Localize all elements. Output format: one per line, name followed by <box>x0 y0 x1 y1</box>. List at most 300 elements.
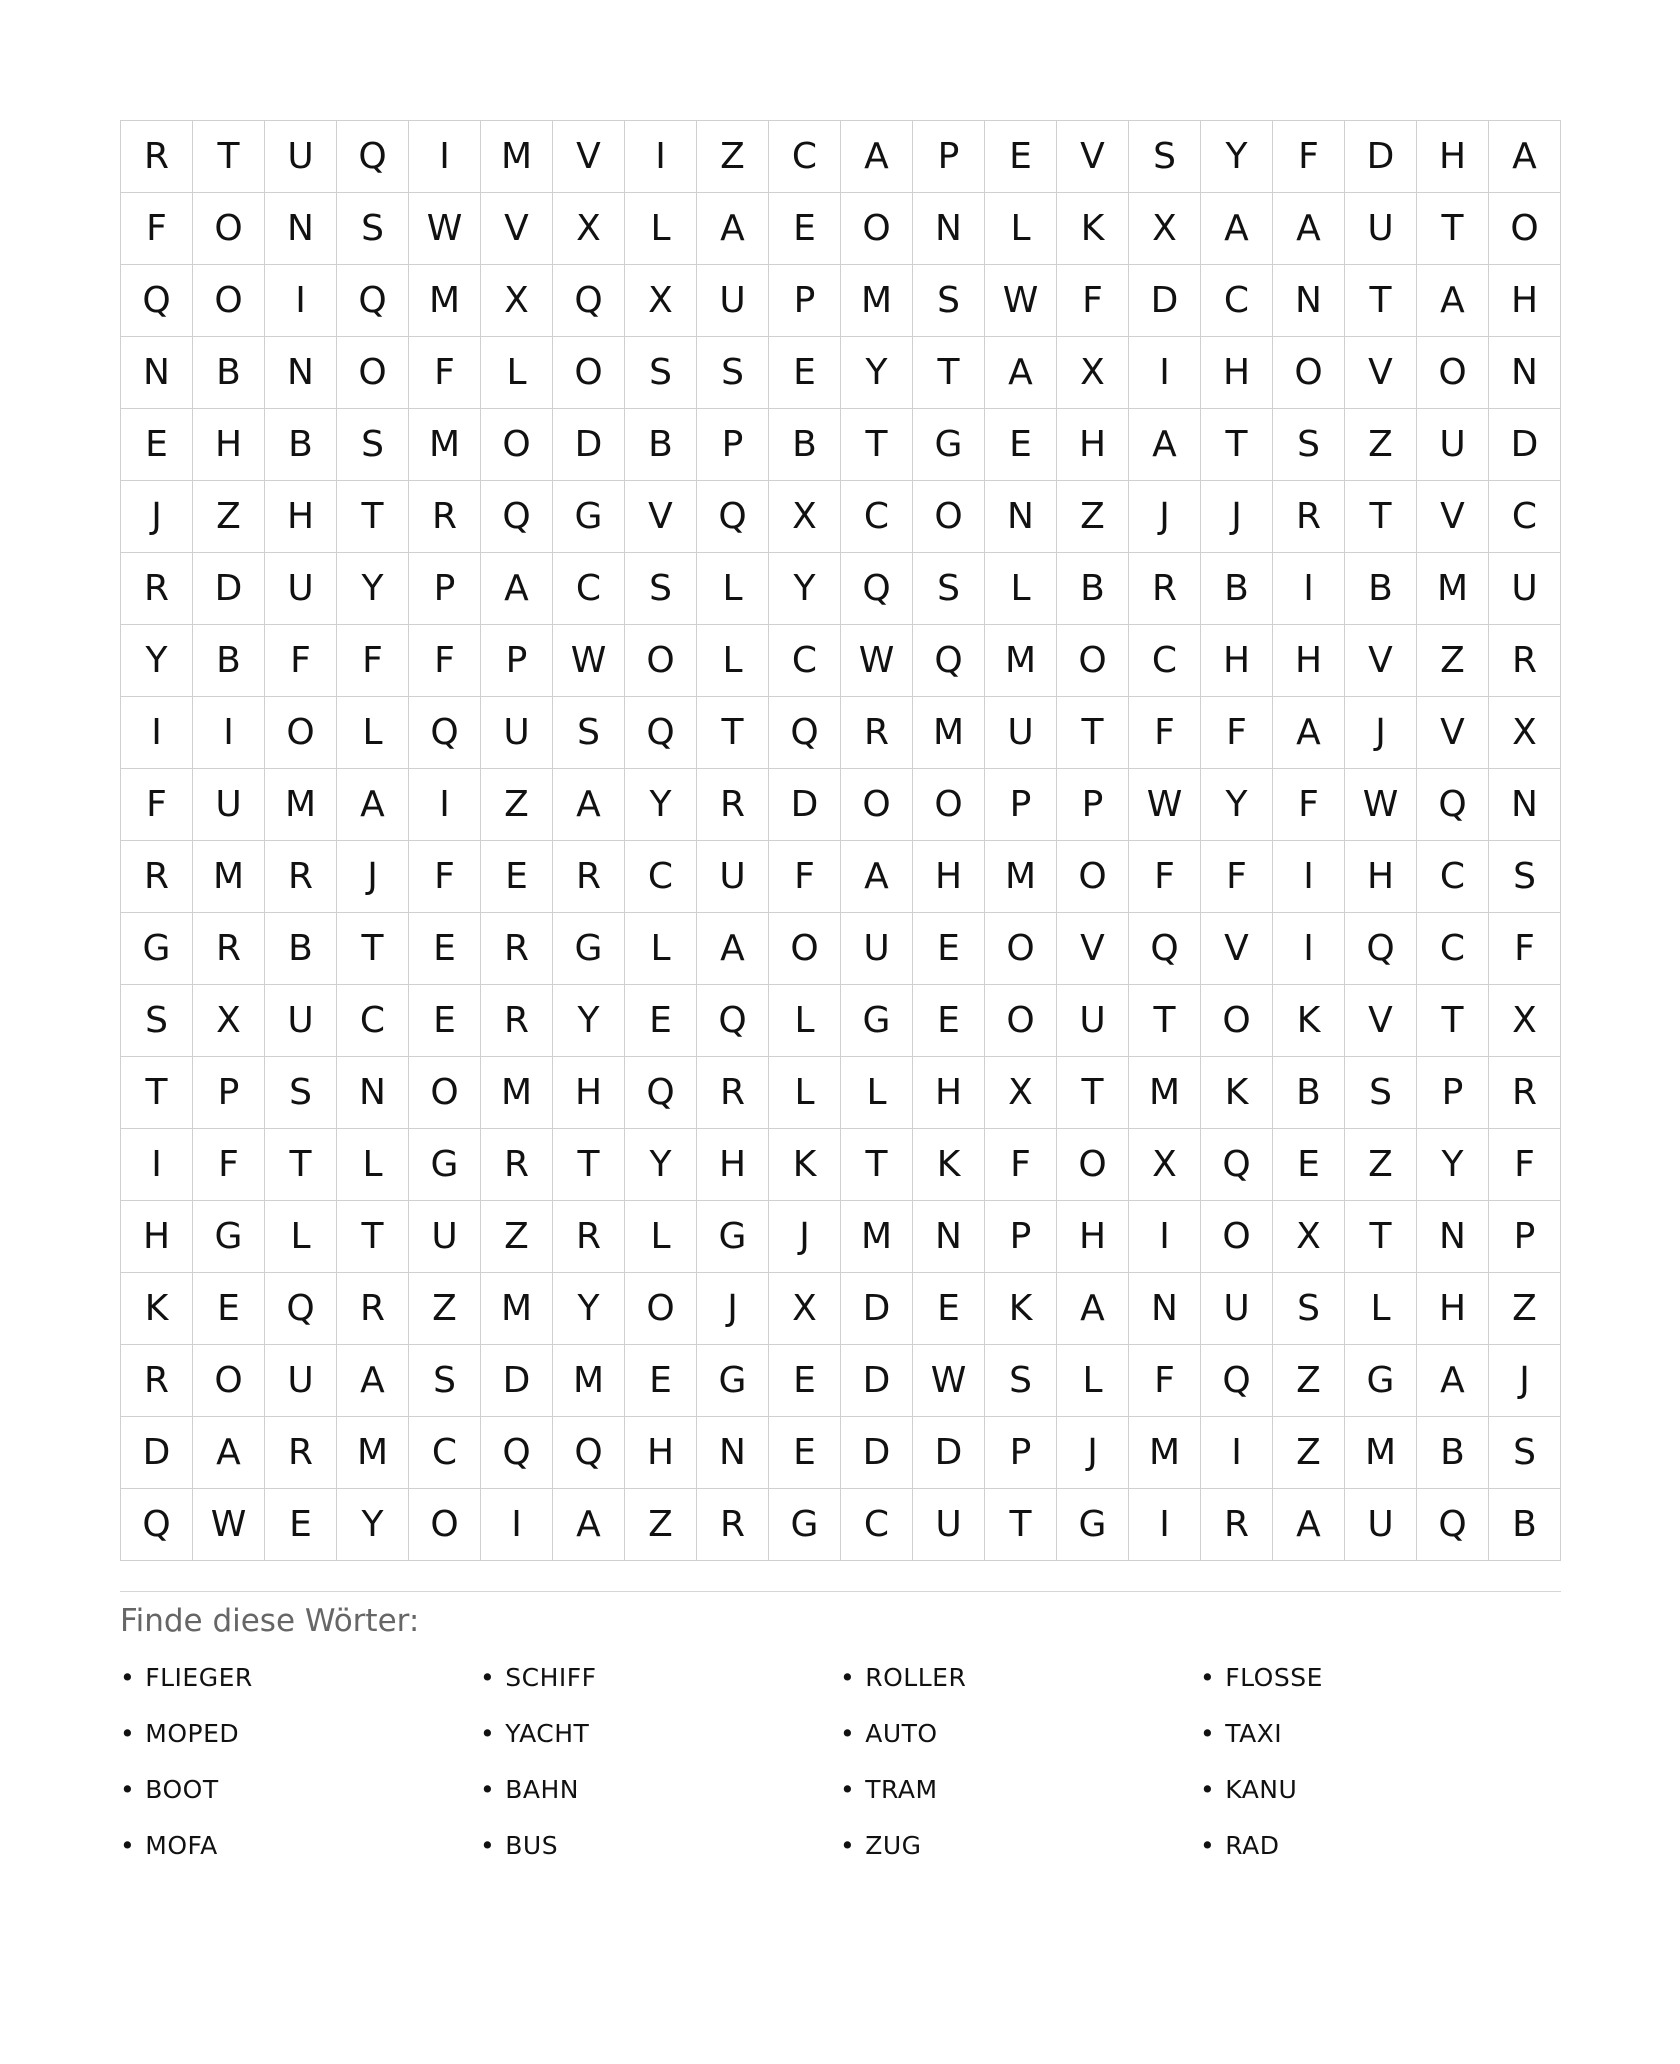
grid-cell[interactable]: Y <box>553 1273 625 1345</box>
grid-cell[interactable]: X <box>1129 193 1201 265</box>
grid-cell[interactable]: Z <box>481 1201 553 1273</box>
grid-cell[interactable]: D <box>841 1273 913 1345</box>
grid-cell[interactable]: Q <box>697 985 769 1057</box>
grid-cell[interactable]: M <box>1129 1057 1201 1129</box>
grid-cell[interactable]: S <box>985 1345 1057 1417</box>
grid-cell[interactable]: R <box>841 697 913 769</box>
grid-cell[interactable]: E <box>409 985 481 1057</box>
grid-cell[interactable]: M <box>1417 553 1489 625</box>
grid-cell[interactable]: V <box>1201 913 1273 985</box>
grid-cell[interactable]: F <box>337 625 409 697</box>
grid-cell[interactable]: Q <box>121 1489 193 1561</box>
grid-cell[interactable]: V <box>1345 337 1417 409</box>
grid-cell[interactable]: E <box>913 913 985 985</box>
grid-cell[interactable]: H <box>697 1129 769 1201</box>
grid-cell[interactable]: F <box>193 1129 265 1201</box>
grid-cell[interactable]: Q <box>553 1417 625 1489</box>
grid-cell[interactable]: R <box>697 769 769 841</box>
grid-cell[interactable]: A <box>1417 265 1489 337</box>
grid-cell[interactable]: P <box>1417 1057 1489 1129</box>
grid-cell[interactable]: R <box>553 1201 625 1273</box>
grid-cell[interactable]: O <box>985 985 1057 1057</box>
grid-cell[interactable]: R <box>553 841 625 913</box>
grid-cell[interactable]: Y <box>769 553 841 625</box>
grid-cell[interactable]: F <box>121 769 193 841</box>
grid-cell[interactable]: G <box>553 913 625 985</box>
grid-cell[interactable]: F <box>1273 769 1345 841</box>
grid-cell[interactable]: B <box>1345 553 1417 625</box>
grid-cell[interactable]: T <box>1201 409 1273 481</box>
grid-cell[interactable]: E <box>913 1273 985 1345</box>
grid-cell[interactable]: A <box>841 841 913 913</box>
grid-cell[interactable]: J <box>697 1273 769 1345</box>
grid-cell[interactable]: C <box>841 481 913 553</box>
grid-cell[interactable]: W <box>1345 769 1417 841</box>
grid-cell[interactable]: X <box>553 193 625 265</box>
grid-cell[interactable]: R <box>481 913 553 985</box>
grid-cell[interactable]: S <box>553 697 625 769</box>
grid-cell[interactable]: A <box>1273 193 1345 265</box>
grid-cell[interactable]: Q <box>769 697 841 769</box>
grid-cell[interactable]: R <box>1129 553 1201 625</box>
grid-cell[interactable]: S <box>625 337 697 409</box>
grid-cell[interactable]: Q <box>553 265 625 337</box>
grid-cell[interactable]: V <box>481 193 553 265</box>
grid-cell[interactable]: G <box>769 1489 841 1561</box>
grid-cell[interactable]: Z <box>697 121 769 193</box>
grid-cell[interactable]: D <box>481 1345 553 1417</box>
grid-cell[interactable]: T <box>1417 985 1489 1057</box>
grid-cell[interactable]: I <box>1273 913 1345 985</box>
grid-cell[interactable]: Y <box>1201 769 1273 841</box>
grid-cell[interactable]: A <box>697 913 769 985</box>
grid-cell[interactable]: T <box>913 337 985 409</box>
grid-cell[interactable]: V <box>1057 121 1129 193</box>
grid-cell[interactable]: T <box>697 697 769 769</box>
grid-cell[interactable]: E <box>769 1345 841 1417</box>
grid-cell[interactable]: O <box>409 1489 481 1561</box>
grid-cell[interactable]: H <box>1057 1201 1129 1273</box>
grid-cell[interactable]: R <box>265 841 337 913</box>
grid-cell[interactable]: O <box>841 193 913 265</box>
grid-cell[interactable]: L <box>625 193 697 265</box>
grid-cell[interactable]: L <box>625 1201 697 1273</box>
grid-cell[interactable]: N <box>265 193 337 265</box>
grid-cell[interactable]: Q <box>841 553 913 625</box>
grid-cell[interactable]: F <box>769 841 841 913</box>
grid-cell[interactable]: O <box>985 913 1057 985</box>
grid-cell[interactable]: R <box>1489 625 1561 697</box>
grid-cell[interactable]: U <box>1417 409 1489 481</box>
grid-cell[interactable]: R <box>409 481 481 553</box>
grid-cell[interactable]: G <box>121 913 193 985</box>
grid-cell[interactable]: Y <box>625 1129 697 1201</box>
grid-cell[interactable]: X <box>985 1057 1057 1129</box>
grid-cell[interactable]: C <box>1417 841 1489 913</box>
grid-cell[interactable]: F <box>1489 913 1561 985</box>
grid-cell[interactable]: S <box>265 1057 337 1129</box>
grid-cell[interactable]: V <box>1345 985 1417 1057</box>
grid-cell[interactable]: E <box>769 337 841 409</box>
grid-cell[interactable]: X <box>1129 1129 1201 1201</box>
grid-cell[interactable]: C <box>769 121 841 193</box>
grid-cell[interactable]: G <box>1345 1345 1417 1417</box>
grid-cell[interactable]: Q <box>337 121 409 193</box>
grid-cell[interactable]: P <box>769 265 841 337</box>
grid-cell[interactable]: T <box>1345 1201 1417 1273</box>
grid-cell[interactable]: V <box>625 481 697 553</box>
grid-cell[interactable]: E <box>409 913 481 985</box>
grid-cell[interactable]: Z <box>1345 409 1417 481</box>
grid-cell[interactable]: Q <box>1417 769 1489 841</box>
grid-cell[interactable]: Y <box>625 769 697 841</box>
grid-cell[interactable]: T <box>841 409 913 481</box>
grid-cell[interactable]: O <box>337 337 409 409</box>
grid-cell[interactable]: L <box>697 625 769 697</box>
grid-cell[interactable]: B <box>1489 1489 1561 1561</box>
grid-cell[interactable]: E <box>265 1489 337 1561</box>
grid-cell[interactable]: M <box>337 1417 409 1489</box>
grid-cell[interactable]: I <box>1129 337 1201 409</box>
grid-cell[interactable]: M <box>841 265 913 337</box>
grid-cell[interactable]: Y <box>1201 121 1273 193</box>
grid-cell[interactable]: V <box>1417 697 1489 769</box>
grid-cell[interactable]: K <box>1201 1057 1273 1129</box>
grid-cell[interactable]: E <box>985 409 1057 481</box>
grid-cell[interactable]: I <box>409 769 481 841</box>
grid-cell[interactable]: J <box>769 1201 841 1273</box>
grid-cell[interactable]: T <box>1057 697 1129 769</box>
grid-cell[interactable]: C <box>841 1489 913 1561</box>
grid-cell[interactable]: M <box>841 1201 913 1273</box>
grid-cell[interactable]: R <box>193 913 265 985</box>
grid-cell[interactable]: B <box>1417 1417 1489 1489</box>
grid-cell[interactable]: S <box>337 193 409 265</box>
grid-cell[interactable]: N <box>913 1201 985 1273</box>
grid-cell[interactable]: G <box>409 1129 481 1201</box>
grid-cell[interactable]: W <box>1129 769 1201 841</box>
grid-cell[interactable]: W <box>985 265 1057 337</box>
grid-cell[interactable]: D <box>769 769 841 841</box>
grid-cell[interactable]: F <box>1057 265 1129 337</box>
grid-cell[interactable]: N <box>985 481 1057 553</box>
grid-cell[interactable]: S <box>913 265 985 337</box>
grid-cell[interactable]: M <box>1129 1417 1201 1489</box>
grid-cell[interactable]: R <box>121 1345 193 1417</box>
grid-cell[interactable]: S <box>625 553 697 625</box>
grid-cell[interactable]: K <box>121 1273 193 1345</box>
grid-cell[interactable]: X <box>769 481 841 553</box>
grid-cell[interactable]: F <box>409 337 481 409</box>
grid-cell[interactable]: G <box>697 1345 769 1417</box>
grid-cell[interactable]: H <box>1489 265 1561 337</box>
grid-cell[interactable]: X <box>1489 985 1561 1057</box>
grid-cell[interactable]: O <box>553 337 625 409</box>
grid-cell[interactable]: P <box>409 553 481 625</box>
grid-cell[interactable]: K <box>913 1129 985 1201</box>
grid-cell[interactable]: F <box>1129 841 1201 913</box>
grid-cell[interactable]: V <box>1417 481 1489 553</box>
grid-cell[interactable]: M <box>193 841 265 913</box>
grid-cell[interactable]: O <box>1417 337 1489 409</box>
grid-cell[interactable]: D <box>553 409 625 481</box>
grid-cell[interactable]: I <box>1129 1489 1201 1561</box>
grid-cell[interactable]: U <box>1201 1273 1273 1345</box>
grid-cell[interactable]: U <box>481 697 553 769</box>
grid-cell[interactable]: H <box>265 481 337 553</box>
grid-cell[interactable]: E <box>769 193 841 265</box>
grid-cell[interactable]: F <box>1273 121 1345 193</box>
grid-cell[interactable]: X <box>769 1273 841 1345</box>
grid-cell[interactable]: I <box>625 121 697 193</box>
grid-cell[interactable]: O <box>193 1345 265 1417</box>
grid-cell[interactable]: R <box>121 841 193 913</box>
grid-cell[interactable]: Q <box>265 1273 337 1345</box>
grid-cell[interactable]: A <box>337 1345 409 1417</box>
grid-cell[interactable]: A <box>1273 697 1345 769</box>
grid-cell[interactable]: O <box>1057 625 1129 697</box>
grid-cell[interactable]: O <box>841 769 913 841</box>
grid-cell[interactable]: O <box>625 625 697 697</box>
grid-cell[interactable]: P <box>1057 769 1129 841</box>
grid-cell[interactable]: B <box>193 337 265 409</box>
grid-cell[interactable]: D <box>121 1417 193 1489</box>
grid-cell[interactable]: I <box>1129 1201 1201 1273</box>
grid-cell[interactable]: T <box>121 1057 193 1129</box>
grid-cell[interactable]: T <box>1417 193 1489 265</box>
grid-cell[interactable]: W <box>193 1489 265 1561</box>
grid-cell[interactable]: R <box>697 1057 769 1129</box>
grid-cell[interactable]: S <box>1345 1057 1417 1129</box>
grid-cell[interactable]: K <box>985 1273 1057 1345</box>
grid-cell[interactable]: Q <box>625 1057 697 1129</box>
grid-cell[interactable]: U <box>1489 553 1561 625</box>
grid-cell[interactable]: M <box>265 769 337 841</box>
grid-cell[interactable]: O <box>1273 337 1345 409</box>
grid-cell[interactable]: U <box>409 1201 481 1273</box>
grid-cell[interactable]: J <box>1129 481 1201 553</box>
grid-cell[interactable]: A <box>841 121 913 193</box>
grid-cell[interactable]: F <box>1129 1345 1201 1417</box>
grid-cell[interactable]: K <box>769 1129 841 1201</box>
grid-cell[interactable]: Q <box>409 697 481 769</box>
grid-cell[interactable]: O <box>193 265 265 337</box>
grid-cell[interactable]: N <box>913 193 985 265</box>
grid-cell[interactable]: D <box>1489 409 1561 481</box>
grid-cell[interactable]: I <box>121 697 193 769</box>
grid-cell[interactable]: R <box>481 1129 553 1201</box>
grid-cell[interactable]: G <box>697 1201 769 1273</box>
grid-cell[interactable]: U <box>697 841 769 913</box>
grid-cell[interactable]: P <box>985 769 1057 841</box>
grid-cell[interactable]: F <box>121 193 193 265</box>
grid-cell[interactable]: O <box>913 769 985 841</box>
grid-cell[interactable]: F <box>1489 1129 1561 1201</box>
grid-cell[interactable]: W <box>841 625 913 697</box>
grid-cell[interactable]: H <box>1345 841 1417 913</box>
grid-cell[interactable]: M <box>481 1057 553 1129</box>
grid-cell[interactable]: Q <box>1201 1129 1273 1201</box>
grid-cell[interactable]: L <box>769 985 841 1057</box>
grid-cell[interactable]: V <box>1345 625 1417 697</box>
grid-cell[interactable]: H <box>1201 337 1273 409</box>
grid-cell[interactable]: I <box>193 697 265 769</box>
grid-cell[interactable]: P <box>913 121 985 193</box>
grid-cell[interactable]: F <box>985 1129 1057 1201</box>
grid-cell[interactable]: B <box>1201 553 1273 625</box>
grid-cell[interactable]: F <box>1201 697 1273 769</box>
grid-cell[interactable]: U <box>1345 1489 1417 1561</box>
grid-cell[interactable]: H <box>1417 121 1489 193</box>
grid-cell[interactable]: D <box>193 553 265 625</box>
grid-cell[interactable]: D <box>1345 121 1417 193</box>
grid-cell[interactable]: Z <box>1273 1417 1345 1489</box>
grid-cell[interactable]: P <box>985 1417 1057 1489</box>
grid-cell[interactable]: O <box>409 1057 481 1129</box>
grid-cell[interactable]: C <box>553 553 625 625</box>
grid-cell[interactable]: T <box>337 1201 409 1273</box>
grid-cell[interactable]: H <box>913 841 985 913</box>
grid-cell[interactable]: L <box>625 913 697 985</box>
grid-cell[interactable]: L <box>337 697 409 769</box>
grid-cell[interactable]: T <box>553 1129 625 1201</box>
grid-cell[interactable]: J <box>1489 1345 1561 1417</box>
grid-cell[interactable]: N <box>697 1417 769 1489</box>
grid-cell[interactable]: D <box>841 1417 913 1489</box>
grid-cell[interactable]: F <box>409 625 481 697</box>
grid-cell[interactable]: T <box>1345 481 1417 553</box>
grid-cell[interactable]: K <box>1273 985 1345 1057</box>
grid-cell[interactable]: W <box>409 193 481 265</box>
grid-cell[interactable]: O <box>913 481 985 553</box>
grid-cell[interactable]: H <box>1273 625 1345 697</box>
grid-cell[interactable]: C <box>1129 625 1201 697</box>
grid-cell[interactable]: J <box>1345 697 1417 769</box>
grid-cell[interactable]: Z <box>625 1489 697 1561</box>
grid-cell[interactable]: I <box>1273 553 1345 625</box>
grid-cell[interactable]: A <box>985 337 1057 409</box>
grid-cell[interactable]: U <box>265 1345 337 1417</box>
grid-cell[interactable]: N <box>1417 1201 1489 1273</box>
grid-cell[interactable]: G <box>913 409 985 481</box>
grid-cell[interactable]: L <box>1057 1345 1129 1417</box>
grid-cell[interactable]: Y <box>121 625 193 697</box>
grid-cell[interactable]: R <box>265 1417 337 1489</box>
grid-cell[interactable]: I <box>481 1489 553 1561</box>
grid-cell[interactable]: L <box>337 1129 409 1201</box>
grid-cell[interactable]: S <box>1489 1417 1561 1489</box>
grid-cell[interactable]: P <box>193 1057 265 1129</box>
grid-cell[interactable]: N <box>1129 1273 1201 1345</box>
grid-cell[interactable]: Q <box>1129 913 1201 985</box>
grid-cell[interactable]: X <box>625 265 697 337</box>
grid-cell[interactable]: E <box>769 1417 841 1489</box>
grid-cell[interactable]: P <box>1489 1201 1561 1273</box>
grid-cell[interactable]: H <box>193 409 265 481</box>
grid-cell[interactable]: U <box>193 769 265 841</box>
grid-cell[interactable]: A <box>193 1417 265 1489</box>
grid-cell[interactable]: S <box>121 985 193 1057</box>
grid-cell[interactable]: I <box>265 265 337 337</box>
grid-cell[interactable]: P <box>985 1201 1057 1273</box>
grid-cell[interactable]: N <box>1273 265 1345 337</box>
grid-cell[interactable]: I <box>1201 1417 1273 1489</box>
grid-cell[interactable]: L <box>769 1057 841 1129</box>
grid-cell[interactable]: S <box>1129 121 1201 193</box>
grid-cell[interactable]: M <box>409 409 481 481</box>
grid-cell[interactable]: L <box>1345 1273 1417 1345</box>
grid-cell[interactable]: A <box>1489 121 1561 193</box>
grid-cell[interactable]: L <box>985 193 1057 265</box>
grid-cell[interactable]: T <box>337 913 409 985</box>
grid-cell[interactable]: S <box>1273 1273 1345 1345</box>
grid-cell[interactable]: M <box>553 1345 625 1417</box>
grid-cell[interactable]: H <box>553 1057 625 1129</box>
grid-cell[interactable]: W <box>913 1345 985 1417</box>
grid-cell[interactable]: B <box>193 625 265 697</box>
grid-cell[interactable]: U <box>697 265 769 337</box>
grid-cell[interactable]: P <box>481 625 553 697</box>
grid-cell[interactable]: I <box>121 1129 193 1201</box>
grid-cell[interactable]: S <box>1489 841 1561 913</box>
grid-cell[interactable]: U <box>841 913 913 985</box>
grid-cell[interactable]: X <box>193 985 265 1057</box>
grid-cell[interactable]: R <box>1201 1489 1273 1561</box>
grid-cell[interactable]: X <box>1489 697 1561 769</box>
grid-cell[interactable]: Q <box>697 481 769 553</box>
grid-cell[interactable]: C <box>1417 913 1489 985</box>
grid-cell[interactable]: N <box>1489 337 1561 409</box>
grid-cell[interactable]: S <box>409 1345 481 1417</box>
grid-cell[interactable]: A <box>1201 193 1273 265</box>
grid-cell[interactable]: Z <box>1489 1273 1561 1345</box>
grid-cell[interactable]: O <box>625 1273 697 1345</box>
grid-cell[interactable]: Q <box>1417 1489 1489 1561</box>
grid-cell[interactable]: G <box>1057 1489 1129 1561</box>
grid-cell[interactable]: B <box>265 913 337 985</box>
grid-cell[interactable]: Q <box>625 697 697 769</box>
grid-cell[interactable]: R <box>1489 1057 1561 1129</box>
grid-cell[interactable]: Z <box>481 769 553 841</box>
grid-cell[interactable]: O <box>1489 193 1561 265</box>
grid-cell[interactable]: H <box>121 1201 193 1273</box>
grid-cell[interactable]: M <box>1345 1417 1417 1489</box>
grid-cell[interactable]: R <box>121 121 193 193</box>
grid-cell[interactable]: Y <box>1417 1129 1489 1201</box>
grid-cell[interactable]: T <box>337 481 409 553</box>
grid-cell[interactable]: R <box>121 553 193 625</box>
grid-cell[interactable]: A <box>553 1489 625 1561</box>
grid-cell[interactable]: N <box>1489 769 1561 841</box>
grid-cell[interactable]: S <box>337 409 409 481</box>
grid-cell[interactable]: C <box>1201 265 1273 337</box>
grid-cell[interactable]: T <box>1345 265 1417 337</box>
grid-cell[interactable]: C <box>409 1417 481 1489</box>
grid-cell[interactable]: A <box>1129 409 1201 481</box>
grid-cell[interactable]: E <box>625 1345 697 1417</box>
grid-cell[interactable]: D <box>841 1345 913 1417</box>
grid-cell[interactable]: A <box>337 769 409 841</box>
grid-cell[interactable]: Z <box>1057 481 1129 553</box>
grid-cell[interactable]: H <box>1417 1273 1489 1345</box>
grid-cell[interactable]: T <box>1057 1057 1129 1129</box>
grid-cell[interactable]: B <box>1273 1057 1345 1129</box>
grid-cell[interactable]: M <box>481 121 553 193</box>
grid-cell[interactable]: O <box>1057 1129 1129 1201</box>
grid-cell[interactable]: A <box>1273 1489 1345 1561</box>
grid-cell[interactable]: O <box>769 913 841 985</box>
grid-cell[interactable]: E <box>1273 1129 1345 1201</box>
